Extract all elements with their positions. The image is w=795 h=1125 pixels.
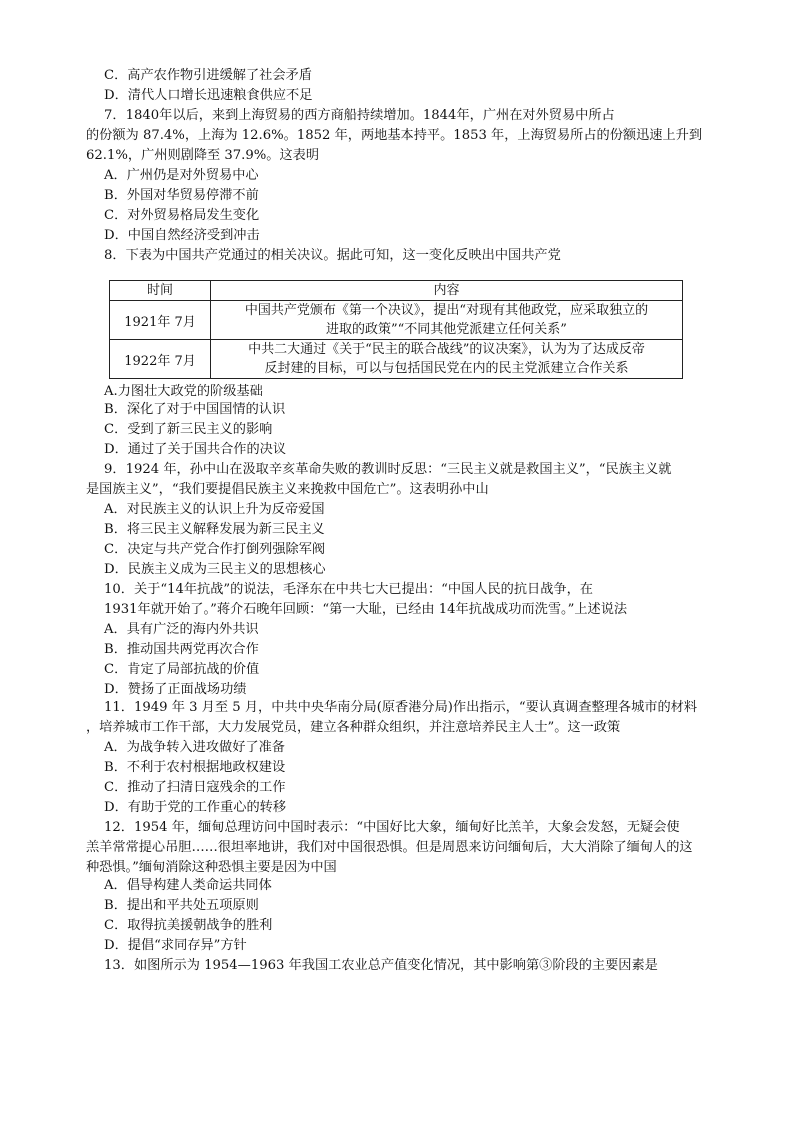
q9-option-d: D．民族主义成为三民主义的思想核心 bbox=[104, 562, 326, 577]
q12-stem-line-3: 种恐惧。”缅甸消除这种恐惧主要是因为中国 bbox=[86, 860, 337, 875]
q12-option-c: C．取得抗美援朝战争的胜利 bbox=[104, 918, 273, 933]
q9-stem-line-1: 9．1924 年，孙中山在汲取辛亥革命失败的教训时反思：“三民主义就是救国主义”，“民族主义就 bbox=[104, 462, 672, 477]
q10-option-d: D．赞扬了正面战场功绩 bbox=[104, 682, 247, 697]
q9-option-a: A．对民族主义的认识上升为反帝爱国 bbox=[104, 502, 325, 517]
table-cell-content-line: 中共二大通过《关于“民主的联合战线”的议决案》，认为为了达成反帝 bbox=[248, 342, 645, 357]
table-header-row bbox=[110, 281, 683, 301]
q12-stem-line-1: 12．1954 年，缅甸总理访问中国时表示：“中国好比大象，缅甸好比羔羊，大象会发怒，无疑会使 bbox=[104, 820, 680, 835]
q6-option-d: D．清代人口增长迅速粮食供应不足 bbox=[104, 88, 313, 103]
q11-option-d: D．有助于党的工作重心的转移 bbox=[104, 800, 287, 815]
table-header-time: 时间 bbox=[110, 281, 211, 301]
q11-option-a: A．为战争转入进攻做好了准备 bbox=[104, 740, 285, 755]
q12-stem-line-2: 羔羊常常提心吊胆……很坦率地讲，我们对中国很恐惧。但是周恩来访问缅甸后，大大消除了缅甸人的这 bbox=[86, 840, 693, 855]
q8-resolution-table bbox=[109, 280, 683, 379]
q9-option-b: B．将三民主义解释发展为新三民主义 bbox=[104, 522, 325, 537]
q12-option-b: B．提出和平共处五项原则 bbox=[104, 898, 259, 913]
q13-stem: 13．如图所示为 1954—1963 年我国工农业总产值变化情况，其中影响第③阶段的主要因素是 bbox=[104, 958, 658, 973]
q9-stem-line-2: 是国族主义”，“我们要提倡民族主义来挽救中国危亡”。这表明孙中山 bbox=[86, 482, 489, 497]
q7-stem-line-2: 的份额为 87.4%，上海为 12.6%。1852 年，两地基本持平。1853 年，上海贸易所占的份额迅速上升到 bbox=[86, 128, 703, 143]
q7-option-a: A．广州仍是对外贸易中心 bbox=[104, 168, 259, 183]
q8-option-c: C．受到了新三民主义的影响 bbox=[104, 422, 273, 437]
table-cell-content-line: 中国共产党颁布《第一个决议》，提出“对现有其他政党，应采取独立的 bbox=[244, 303, 649, 318]
q7-option-d: D．中国自然经济受到冲击 bbox=[104, 228, 260, 243]
q10-option-b: B．推动国共两党再次合作 bbox=[104, 642, 259, 657]
q11-stem-line-1: 11．1949 年 3 月至 5 月，中共中央华南分局(原香港分局)作出指示，“要认真调查整理各城市的材料 bbox=[104, 700, 698, 715]
table-header-content: 内容 bbox=[211, 281, 683, 301]
table-cell-time: 1921年 7月 bbox=[110, 301, 211, 340]
q8-stem: 8．下表为中国共产党通过的相关决议。据此可知，这一变化反映出中国共产党 bbox=[104, 248, 561, 263]
q10-option-a: A．具有广泛的海内外共识 bbox=[104, 622, 259, 637]
table-cell-time: 1922年 7月 bbox=[110, 340, 211, 379]
q12-option-a: A．倡导构建人类命运共同体 bbox=[104, 878, 272, 893]
q7-option-c: C．对外贸易格局发生变化 bbox=[104, 208, 260, 223]
table-cell-content bbox=[211, 301, 683, 340]
table-row bbox=[110, 340, 683, 379]
q10-stem-line-1: 10．关于“14年抗战”的说法，毛泽东在中共七大已提出：“中国人民的抗日战争，在 bbox=[104, 582, 593, 597]
q6-option-c: C．高产农作物引进缓解了社会矛盾 bbox=[104, 68, 312, 83]
q11-option-c: C．推动了扫清日寇残余的工作 bbox=[104, 780, 286, 795]
table-row bbox=[110, 301, 683, 340]
q7-option-b: B．外国对华贸易停滞不前 bbox=[104, 188, 259, 203]
q8-option-d: D．通过了关于国共合作的决议 bbox=[104, 442, 287, 457]
q10-option-c: C．肯定了局部抗战的价值 bbox=[104, 662, 260, 677]
table-cell-content-line: 反封建的目标，可以与包括国民党在内的民主党派建立合作关系 bbox=[264, 361, 629, 376]
table-cell-content-line: 进取的政策”“不同其他党派建立任何关系” bbox=[326, 322, 567, 337]
q7-stem-line-1: 7．1840年以后，来到上海贸易的西方商船持续增加。1844年，广州在对外贸易中所占 bbox=[104, 108, 615, 123]
q11-option-b: B．不利于农村根据地政权建设 bbox=[104, 760, 286, 775]
q11-stem-line-2: ，培养城市工作干部，大力发展党员，建立各种群众组织，并注意培养民主人士”。这一政策 bbox=[86, 720, 621, 735]
q9-option-c: C．决定与共产党合作打倒列强除军阀 bbox=[104, 542, 326, 557]
q8-option-a: A.力图壮大政党的阶级基础 bbox=[104, 384, 263, 399]
q12-option-d: D．提倡“求同存异”方针 bbox=[104, 938, 247, 953]
q10-stem-line-2: 1931年就开始了。”蒋介石晚年回顾：“第一大耻，已经由 14年抗战成功而洗雪。”上述说法 bbox=[104, 602, 628, 617]
table-cell-content bbox=[211, 340, 683, 379]
q8-option-b: B．深化了对于中国国情的认识 bbox=[104, 402, 286, 417]
q7-stem-line-3: 62.1%，广州则剧降至 37.9%。这表明 bbox=[86, 148, 320, 163]
